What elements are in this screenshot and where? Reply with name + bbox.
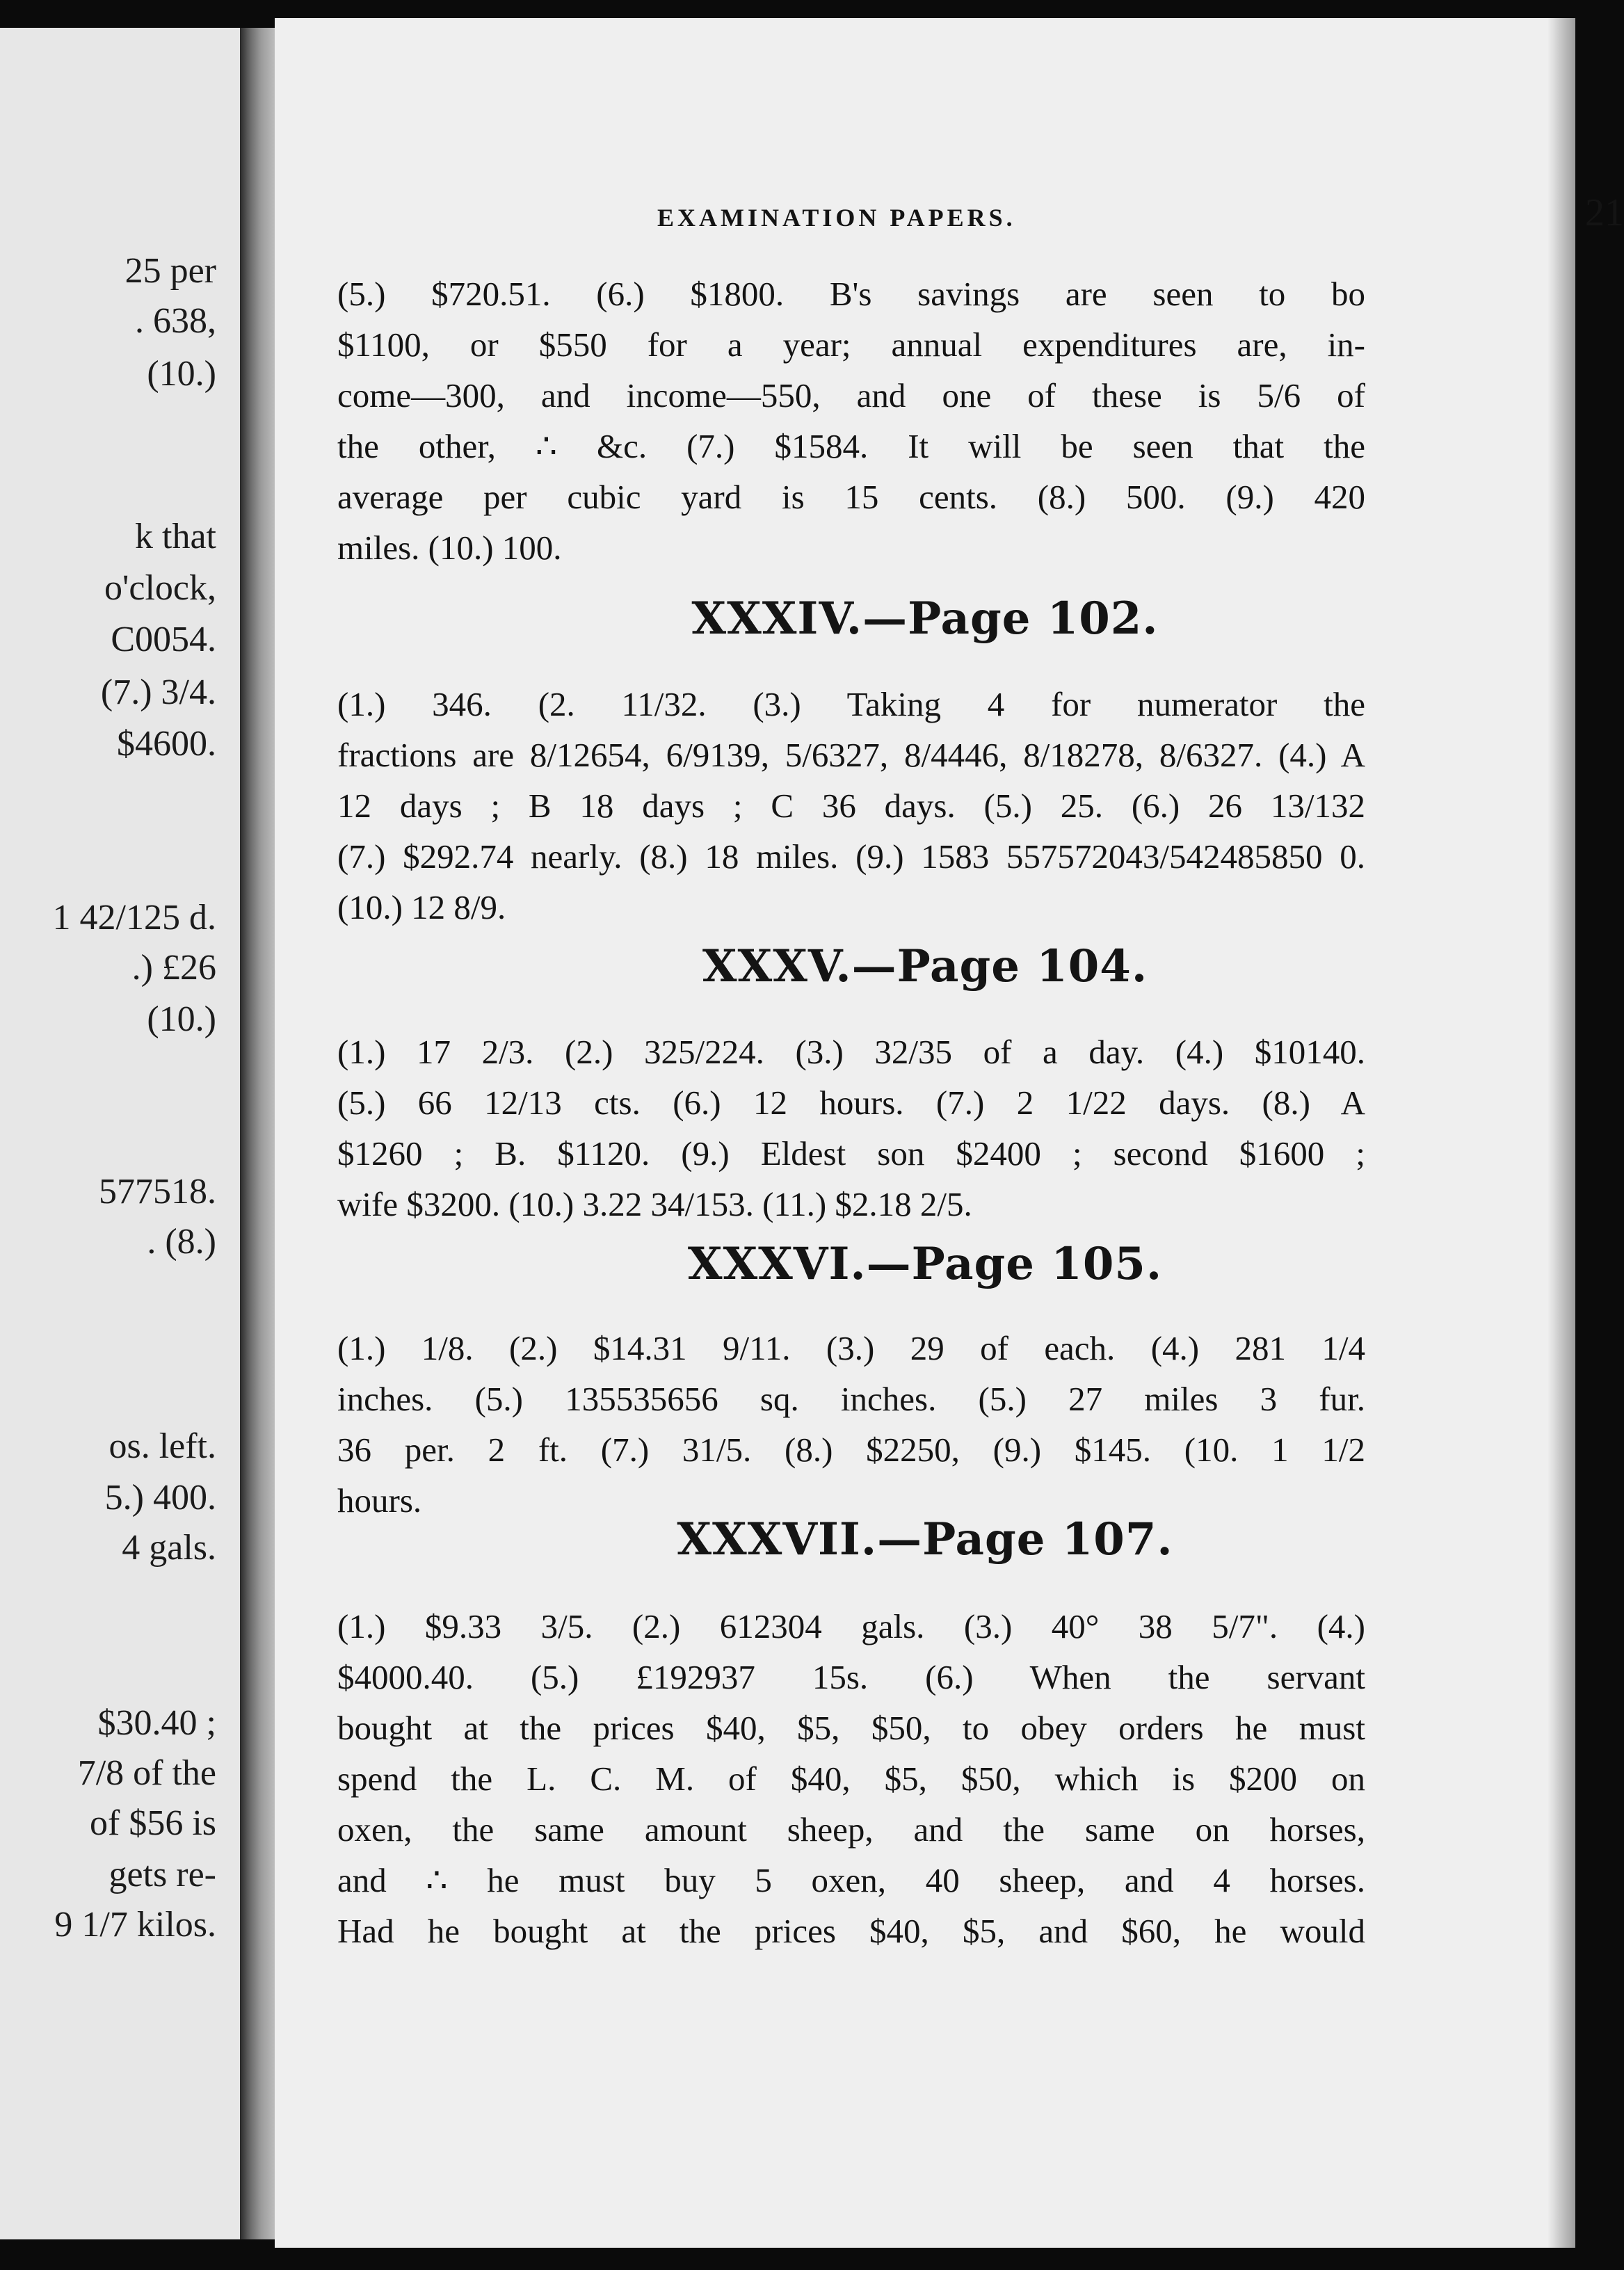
section-heading-xxxiv: XXXIV.—Page 102. (691, 593, 1159, 645)
running-head (657, 191, 1624, 239)
text-line: (1.) $9.33 3/5. (2.) 612304 gals. (3.) 40° 38 5/7". (4.) (337, 1607, 1365, 1645)
running-head-title: EXAMINATION PAPERS. (657, 204, 1016, 232)
left-page-fragment: (10.) (147, 999, 216, 1039)
left-page-fragment: (7.) 3/4. (100, 673, 216, 712)
intro-paragraph (337, 268, 1365, 573)
text-line: 12 days ; B 18 days ; C 36 days. (5.) 25. (6.) 26 13/132 (337, 787, 1365, 825)
section-xxxvi-text (337, 1323, 1365, 1526)
text-line: oxen, the same amount sheep, and the same on horses, (337, 1810, 1365, 1849)
left-page-fragment: $4600. (117, 724, 216, 764)
text-line: (5.) $720.51. (6.) $1800. B's savings are seen to bo (337, 275, 1365, 313)
left-page-fragment: . (8.) (147, 1222, 216, 1262)
text-line: the other, ∴ &c. (7.) $1584. It will be seen that the (337, 427, 1365, 465)
text-line: $1260 ; B. $1120. (9.) Eldest son $2400 ; second $1600 ; (337, 1134, 1365, 1173)
left-page-fragment: k that (135, 517, 216, 556)
left-page-edge (0, 28, 240, 2239)
text-line: wife $3200. (10.) 3.22 34/153. (11.) $2.18 2/5. (337, 1185, 972, 1223)
text-line: (1.) 346. (2. 11/32. (3.) Taking 4 for numerator the (337, 685, 1365, 723)
section-heading-xxxvii: XXXVII.—Page 107. (677, 1513, 1173, 1565)
left-page-fragment: 7/8 of the (77, 1753, 216, 1793)
left-page-fragment: os. left. (108, 1426, 216, 1466)
section-heading-xxxv: XXXV.—Page 104. (702, 940, 1148, 992)
book-gutter (240, 28, 275, 2239)
page-number: 21 (1585, 191, 1624, 234)
left-page-fragment: 25 per (124, 251, 216, 291)
text-line: (10.) 12 8/9. (337, 888, 506, 926)
left-page-fragment: (10.) (147, 354, 216, 394)
left-page-fragment: 9 1/7 kilos. (54, 1905, 216, 1945)
text-line: hours. (337, 1481, 422, 1520)
left-page-fragment: gets re- (108, 1855, 216, 1894)
right-page (275, 18, 1624, 2248)
text-line: and ∴ he must buy 5 oxen, 40 sheep, and 4 horses. (337, 1861, 1365, 1899)
left-page-fragment: o'clock, (104, 568, 216, 608)
section-xxxiv-text (337, 679, 1365, 933)
text-line: come—300, and income—550, and one of these is 5/6 of (337, 376, 1365, 414)
left-page-fragment: of $56 is (90, 1803, 216, 1843)
text-line: inches. (5.) 135535656 sq. inches. (5.) 27 miles 3 fur. (337, 1380, 1365, 1418)
text-line: fractions are 8/12654, 6/9139, 5/6327, 8/4446, 8/18278, 8/6327. (4.) A (337, 736, 1365, 774)
text-line: miles. (10.) 100. (337, 529, 562, 567)
left-page-fragment: $30.40 ; (97, 1703, 216, 1743)
section-heading-xxxvi: XXXVI.—Page 105. (687, 1238, 1163, 1290)
text-line: spend the L. C. M. of $40, $5, $50, which is $200 on (337, 1760, 1365, 1798)
section-xxxv-text (337, 1027, 1365, 1230)
left-page-fragment: 577518. (99, 1172, 216, 1212)
text-line: 36 per. 2 ft. (7.) 31/5. (8.) $2250, (9.) $145. (10. 1 1/2 (337, 1431, 1365, 1469)
text-line: average per cubic yard is 15 cents. (8.) 500. (9.) 420 (337, 478, 1365, 516)
text-line: $1100, or $550 for a year; annual expenditures are, in- (337, 325, 1365, 364)
text-line: (7.) $292.74 nearly. (8.) 18 miles. (9.) 1583 557572043/542485850 0. (337, 837, 1365, 876)
text-line: bought at the prices $40, $5, $50, to obey orders he must (337, 1709, 1365, 1747)
left-page-fragment: . 638, (135, 301, 216, 341)
text-line: (1.) 17 2/3. (2.) 325/224. (3.) 32/35 of a day. (4.) $10140. (337, 1033, 1365, 1071)
page-edge-shadow (1547, 18, 1575, 2248)
text-line: $4000.40. (5.) £192937 15s. (6.) When the servant (337, 1658, 1365, 1696)
text-line: (1.) 1/8. (2.) $14.31 9/11. (3.) 29 of each. (4.) 281 1/4 (337, 1329, 1365, 1367)
text-line: (5.) 66 12/13 cts. (6.) 12 hours. (7.) 2 1/22 days. (8.) A (337, 1084, 1365, 1122)
left-page-fragment: .) £26 (131, 948, 216, 988)
left-page-fragment: 1 42/125 d. (52, 898, 216, 937)
left-page-fragment: C0054. (111, 620, 216, 659)
left-page-fragment: 4 gals. (122, 1528, 216, 1568)
left-page-fragment: 5.) 400. (104, 1478, 216, 1518)
text-line: Had he bought at the prices $40, $5, and $60, he would (337, 1912, 1365, 1950)
section-xxxvii-text (337, 1601, 1365, 1956)
